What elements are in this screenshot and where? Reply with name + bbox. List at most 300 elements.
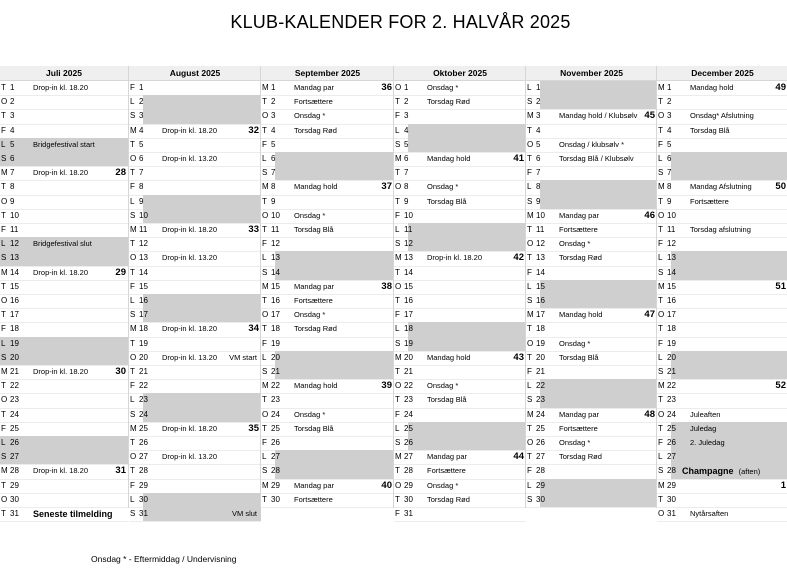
day-row (261, 379, 394, 394)
weekend-shade (143, 493, 261, 507)
day-number: 26 (271, 438, 280, 447)
day-number: 18 (271, 324, 280, 334)
day-number: 28 (10, 466, 19, 476)
day-row (0, 308, 128, 323)
weekday-letter: S (395, 438, 401, 447)
day-number: 20 (10, 352, 19, 362)
weekday-letter: O (1, 395, 8, 405)
day-row (129, 266, 261, 281)
event-note: Torsdag Rød (559, 253, 602, 263)
weekday-letter: M (658, 480, 665, 490)
day-number: 31 (10, 509, 19, 518)
day-number: 1 (139, 83, 144, 92)
day-row (394, 493, 526, 508)
event-note: Torsdag Blå (294, 225, 334, 234)
weekday-letter: L (1, 438, 6, 447)
event-note: Drop-in kl. 18.20 (162, 324, 218, 334)
weekday-letter: T (395, 296, 400, 305)
event-note: Onsdag * (559, 338, 591, 348)
day-row (0, 109, 128, 124)
day-number: 15 (10, 281, 19, 291)
page-title: KLUB-KALENDER FOR 2. HALVÅR 2025 (230, 12, 571, 32)
day-row (261, 365, 394, 380)
weekend-shade (671, 436, 787, 450)
day-row (394, 436, 526, 451)
day-row (657, 180, 787, 195)
weekday-letter: T (130, 438, 135, 447)
weekday-letter: M (658, 281, 665, 291)
day-number: 16 (404, 296, 413, 305)
day-row (526, 464, 657, 479)
day-number: 28 (139, 466, 148, 476)
day-row (657, 81, 787, 96)
weekday-letter: T (527, 452, 532, 462)
day-number: 29 (667, 480, 676, 490)
month-column (0, 66, 128, 519)
day-number: 26 (139, 438, 148, 447)
day-number: 27 (404, 452, 413, 462)
day-number: 24 (404, 409, 413, 419)
day-row (261, 294, 394, 309)
weekend-shade (0, 436, 128, 450)
day-row (129, 379, 261, 394)
weekday-letter: F (130, 83, 135, 92)
day-number: 4 (139, 125, 144, 135)
day-row (394, 308, 526, 323)
day-row (261, 109, 394, 124)
day-number: 2 (271, 97, 276, 107)
event-note: Drop-in kl. 18.20 (427, 253, 483, 263)
weekday-letter: F (262, 139, 267, 149)
weekday-letter: M (262, 182, 269, 192)
day-number: 19 (404, 338, 413, 348)
event-note: Drop-in kl. 18.20 (33, 267, 89, 277)
weekend-shade (671, 251, 787, 265)
day-number: 5 (139, 139, 144, 149)
weekday-letter: F (395, 409, 400, 419)
day-row (657, 408, 787, 423)
event-note: Mandag par (294, 480, 335, 490)
weekday-letter: T (130, 239, 135, 249)
weekday-letter: T (527, 154, 532, 163)
weekday-letter: L (395, 225, 400, 234)
day-number: 21 (271, 367, 280, 376)
day-number: 19 (536, 338, 545, 348)
weekday-letter: T (262, 97, 267, 107)
day-number: 19 (271, 338, 280, 348)
day-row (526, 237, 657, 252)
day-row (261, 223, 394, 238)
day-number: 18 (10, 324, 19, 334)
day-number: 23 (667, 395, 676, 405)
weekday-letter: S (130, 310, 136, 320)
event-note: Onsdag * (427, 182, 459, 192)
day-row (657, 308, 787, 323)
day-number: 6 (404, 154, 409, 163)
weekday-letter: T (130, 466, 135, 476)
day-number: 1 (536, 83, 541, 92)
day-row (129, 479, 261, 494)
weekday-letter: O (527, 139, 534, 149)
day-row (129, 138, 261, 153)
weekday-letter: T (658, 225, 663, 234)
day-row (261, 436, 394, 451)
weekend-shade (408, 124, 526, 138)
month-header: Juli 2025 (0, 66, 128, 81)
day-row (394, 379, 526, 394)
weekday-letter: T (130, 367, 135, 376)
day-row (261, 152, 394, 167)
weekday-letter: F (262, 438, 267, 447)
day-number: 2 (404, 97, 409, 107)
weekend-shade (540, 393, 657, 407)
weekday-letter: M (527, 409, 534, 419)
day-row (657, 166, 787, 181)
event-note: Onsdag * (294, 210, 326, 220)
day-row (0, 124, 128, 139)
weekday-letter: F (395, 111, 400, 121)
week-number: 49 (775, 82, 786, 93)
weekend-shade (408, 237, 526, 251)
day-row (261, 95, 394, 110)
weekday-letter: L (1, 239, 6, 249)
week-number: 32 (248, 124, 259, 136)
weekend-shade (408, 337, 526, 351)
weekend-shade (408, 138, 526, 152)
weekday-letter: O (395, 381, 402, 391)
day-row (657, 322, 787, 337)
day-row (0, 464, 128, 479)
day-number: 27 (10, 452, 19, 462)
day-number: 25 (271, 423, 280, 433)
day-row (394, 109, 526, 124)
day-number: 17 (536, 310, 545, 320)
day-row (0, 493, 128, 508)
weekday-letter: F (1, 324, 6, 334)
day-row (129, 507, 261, 522)
day-number: 12 (404, 239, 413, 249)
weekend-shade (275, 251, 394, 265)
day-row (129, 408, 261, 423)
day-row (394, 209, 526, 224)
weekday-letter: M (1, 466, 8, 476)
day-number: 12 (139, 239, 148, 249)
day-row (129, 294, 261, 309)
day-row (394, 166, 526, 181)
day-number: 7 (10, 168, 15, 178)
champagne-label (682, 465, 760, 478)
day-row (394, 251, 526, 266)
weekday-letter: S (1, 352, 7, 362)
day-row (261, 464, 394, 479)
calendar-grid (0, 66, 787, 519)
event-note: Onsdag* Afslutning (690, 111, 754, 121)
event-note: Mandag par (559, 409, 600, 419)
week-number: 37 (381, 181, 392, 193)
day-row (261, 408, 394, 423)
day-row (261, 237, 394, 252)
month-header: December 2025 (657, 66, 787, 81)
day-number: 13 (10, 253, 19, 263)
day-row (0, 393, 128, 408)
day-row (394, 266, 526, 281)
weekday-letter: T (130, 139, 135, 149)
weekday-letter: M (658, 83, 665, 92)
weekend-shade (408, 422, 526, 436)
weekday-letter: F (1, 125, 6, 135)
event-note: Juledag (690, 423, 717, 433)
day-number: 7 (139, 168, 144, 178)
weekday-letter: O (658, 509, 665, 518)
event-note: Mandag hold (559, 310, 603, 320)
day-row (394, 294, 526, 309)
weekday-letter: T (1, 409, 6, 419)
weekday-letter: T (262, 196, 267, 206)
day-row (526, 95, 657, 110)
day-number: 19 (10, 338, 19, 348)
day-number: 27 (271, 452, 280, 462)
day-row (0, 237, 128, 252)
day-row (526, 493, 657, 508)
week-number: 1 (780, 479, 786, 491)
day-row (129, 152, 261, 167)
day-number: 11 (139, 225, 148, 234)
day-number: 14 (10, 267, 19, 277)
event-note: Fortsættere (559, 225, 598, 234)
event-note: Drop-in kl. 18.20 (33, 168, 89, 178)
day-row (394, 507, 526, 522)
weekday-letter: T (395, 267, 400, 277)
weekday-letter: F (395, 310, 400, 320)
weekday-letter: M (130, 324, 137, 334)
day-number: 21 (139, 367, 148, 376)
day-row (261, 195, 394, 210)
day-number: 24 (10, 409, 19, 419)
day-number: 1 (404, 83, 409, 92)
weekday-letter: T (395, 196, 400, 206)
day-row (261, 180, 394, 195)
weekend-shade (540, 294, 657, 308)
day-row (526, 393, 657, 408)
day-row (526, 337, 657, 352)
day-row (526, 223, 657, 238)
day-row (526, 280, 657, 295)
day-row (261, 422, 394, 437)
day-number: 25 (139, 423, 148, 433)
weekday-letter: T (658, 125, 663, 135)
day-row (261, 209, 394, 224)
day-row (394, 81, 526, 96)
weekday-letter: M (527, 310, 534, 320)
day-number: 5 (10, 139, 15, 149)
week-number: 36 (381, 82, 392, 93)
day-row (129, 322, 261, 337)
day-row (261, 280, 394, 295)
day-number: 9 (536, 196, 541, 206)
weekday-letter: O (1, 196, 8, 206)
month-column (525, 66, 657, 508)
day-number: 5 (271, 139, 276, 149)
day-row (394, 138, 526, 153)
day-number: 29 (536, 480, 545, 490)
day-number: 11 (10, 225, 19, 234)
day-row (657, 237, 787, 252)
day-row (657, 251, 787, 266)
weekday-letter: T (395, 97, 400, 107)
day-number: 16 (667, 296, 676, 305)
weekday-letter: O (395, 83, 402, 92)
event-note: Torsdag Blå (559, 352, 599, 362)
weekday-letter: T (658, 196, 663, 206)
day-row (526, 195, 657, 210)
weekend-shade (671, 351, 787, 365)
day-number: 1 (667, 83, 672, 92)
weekend-shade (143, 308, 261, 322)
weekend-shade (408, 322, 526, 336)
day-row (657, 280, 787, 295)
day-number: 27 (667, 452, 676, 462)
weekend-shade (143, 408, 261, 422)
day-number: 16 (271, 296, 280, 305)
day-number: 30 (271, 494, 280, 504)
weekend-shade (143, 95, 261, 109)
day-row (394, 464, 526, 479)
day-number: 14 (667, 267, 676, 277)
day-row (526, 109, 657, 124)
day-row (657, 124, 787, 139)
day-number: 30 (404, 494, 413, 504)
day-row (394, 223, 526, 238)
weekday-letter: O (262, 409, 269, 419)
week-number: 34 (248, 323, 259, 335)
day-row (129, 393, 261, 408)
weekday-letter: F (658, 438, 663, 447)
day-row (0, 507, 128, 522)
weekday-letter: T (1, 509, 6, 518)
event-note: Bridgefestival start (33, 139, 95, 149)
weekday-letter: L (527, 281, 532, 291)
weekday-letter: F (130, 480, 135, 490)
day-number: 7 (404, 168, 409, 178)
weekday-letter: L (658, 154, 663, 163)
weekend-shade (0, 450, 128, 464)
weekend-shade (671, 152, 787, 166)
day-number: 2 (10, 97, 15, 107)
weekday-letter: L (395, 423, 400, 433)
weekday-letter: S (527, 97, 533, 107)
day-row (657, 450, 787, 465)
weekday-letter: L (130, 395, 135, 405)
day-number: 23 (139, 395, 148, 405)
day-row (261, 81, 394, 96)
day-number: 2 (536, 97, 541, 107)
weekday-letter: L (658, 352, 663, 362)
day-number: 31 (404, 509, 413, 518)
day-number: 17 (271, 310, 280, 320)
day-number: 20 (139, 352, 148, 362)
event-note: Torsdag Rød (427, 494, 470, 504)
day-number: 28 (271, 466, 280, 476)
event-note: Fortsættere (294, 97, 333, 107)
weekday-letter: T (658, 494, 663, 504)
day-row (526, 138, 657, 153)
weekend-shade (275, 351, 394, 365)
event-note: Drop-in kl. 13.20 (162, 154, 218, 163)
day-number: 29 (271, 480, 280, 490)
event-note: Mandag Afslutning (690, 182, 752, 192)
weekday-letter: M (395, 352, 402, 362)
weekday-letter: T (262, 423, 267, 433)
day-row (394, 280, 526, 295)
day-number: 9 (404, 196, 409, 206)
week-number: 30 (115, 366, 126, 377)
event-note: Torsdag Blå (427, 196, 467, 206)
weekday-letter: M (1, 267, 8, 277)
day-number: 16 (10, 296, 19, 305)
weekday-letter: M (262, 281, 269, 291)
weekday-letter: T (395, 367, 400, 376)
day-row (0, 166, 128, 181)
day-row (129, 237, 261, 252)
weekday-letter: O (262, 310, 269, 320)
day-row (261, 450, 394, 465)
event-note: Drop-in kl. 18.20 (162, 125, 218, 135)
weekday-letter: T (1, 310, 6, 320)
day-row (0, 266, 128, 281)
day-number: 15 (404, 281, 413, 291)
weekday-letter: S (395, 139, 401, 149)
day-row (657, 95, 787, 110)
day-row (526, 124, 657, 139)
weekend-shade (540, 95, 657, 109)
weekday-letter: O (527, 338, 534, 348)
weekday-letter: F (130, 381, 135, 391)
month-column (260, 66, 394, 508)
weekday-letter: M (395, 253, 402, 263)
weekday-letter: S (262, 367, 268, 376)
weekday-letter: M (130, 125, 137, 135)
day-row (0, 408, 128, 423)
weekday-letter: M (658, 182, 665, 192)
day-row (526, 209, 657, 224)
weekday-letter: S (262, 466, 268, 476)
day-row (657, 109, 787, 124)
day-number: 5 (404, 139, 409, 149)
weekday-letter: F (527, 168, 532, 178)
day-row (526, 351, 657, 366)
day-number: 8 (404, 182, 409, 192)
week-number: 43 (513, 351, 524, 363)
week-number: 39 (381, 380, 392, 392)
day-row (657, 479, 787, 494)
day-number: 6 (10, 154, 15, 163)
day-number: 9 (667, 196, 672, 206)
day-row (261, 479, 394, 494)
day-number: 10 (271, 210, 280, 220)
day-row (261, 337, 394, 352)
event-note: Drop-in kl. 18.20 (33, 367, 89, 376)
event-note: Mandag par (294, 83, 335, 92)
weekday-letter: O (395, 281, 402, 291)
week-number: 51 (775, 280, 786, 292)
weekday-letter: T (395, 168, 400, 178)
day-row (657, 464, 787, 479)
weekend-shade (671, 450, 787, 464)
weekday-letter: T (1, 182, 6, 192)
event-note: Fortsættere (294, 494, 333, 504)
day-number: 23 (271, 395, 280, 405)
day-number: 10 (536, 210, 545, 220)
